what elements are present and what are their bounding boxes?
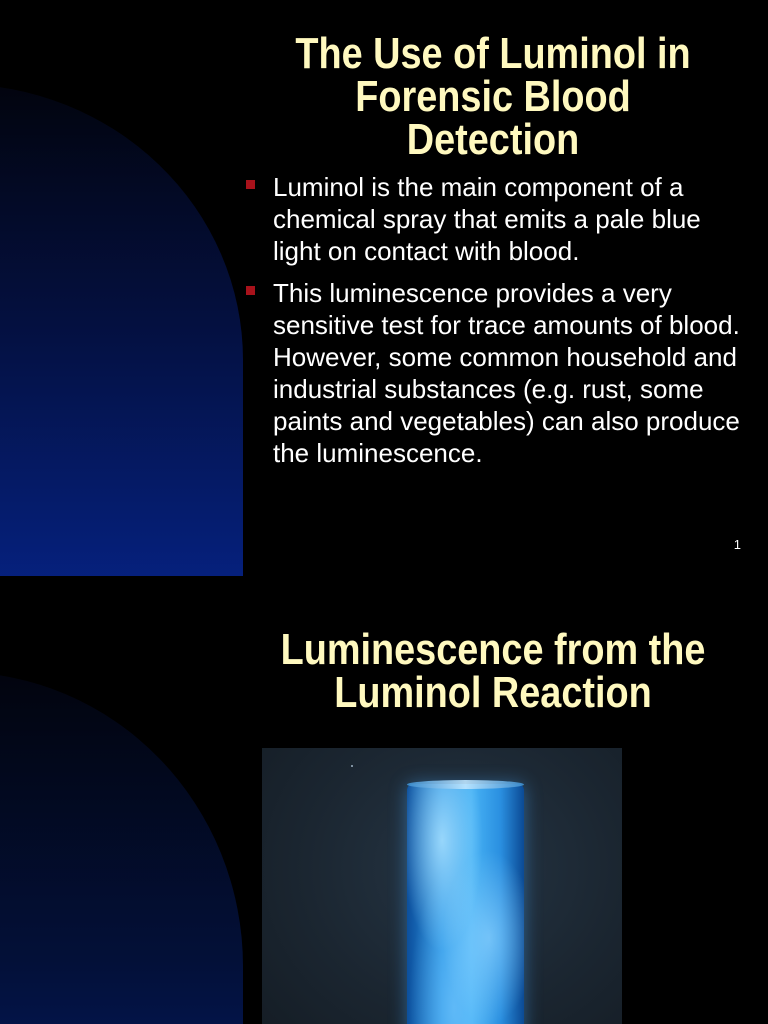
bullet-text: Luminol is the main component of a chemical spray that emits a pale blue light on contact with blood. bbox=[273, 172, 701, 266]
luminol-cylinder-photo bbox=[262, 748, 622, 1024]
bullet-text: This luminescence provides a very sensitive test for trace amounts of blood. However, some common household and industrial substances (e.g. rust, some paints and vegetables) can also produce the luminescence. bbox=[273, 278, 740, 468]
photo-speck bbox=[351, 765, 353, 767]
slide-title: Luminescence from the Luminol Reaction bbox=[280, 625, 706, 717]
decorative-blue-arc bbox=[0, 84, 243, 576]
bullet-item bbox=[243, 171, 743, 267]
glowing-cylinder bbox=[407, 784, 524, 1024]
slide-title: The Use of Luminol in Forensic Blood Detection bbox=[295, 29, 691, 164]
bullet-item bbox=[243, 277, 743, 469]
square-bullet-icon bbox=[246, 180, 255, 189]
cylinder-rim bbox=[407, 780, 524, 789]
decorative-blue-arc bbox=[0, 672, 243, 1024]
page-number: 1 bbox=[733, 537, 741, 552]
bullet-list bbox=[243, 171, 743, 479]
slide-2 bbox=[0, 576, 768, 1024]
square-bullet-icon bbox=[246, 286, 255, 295]
